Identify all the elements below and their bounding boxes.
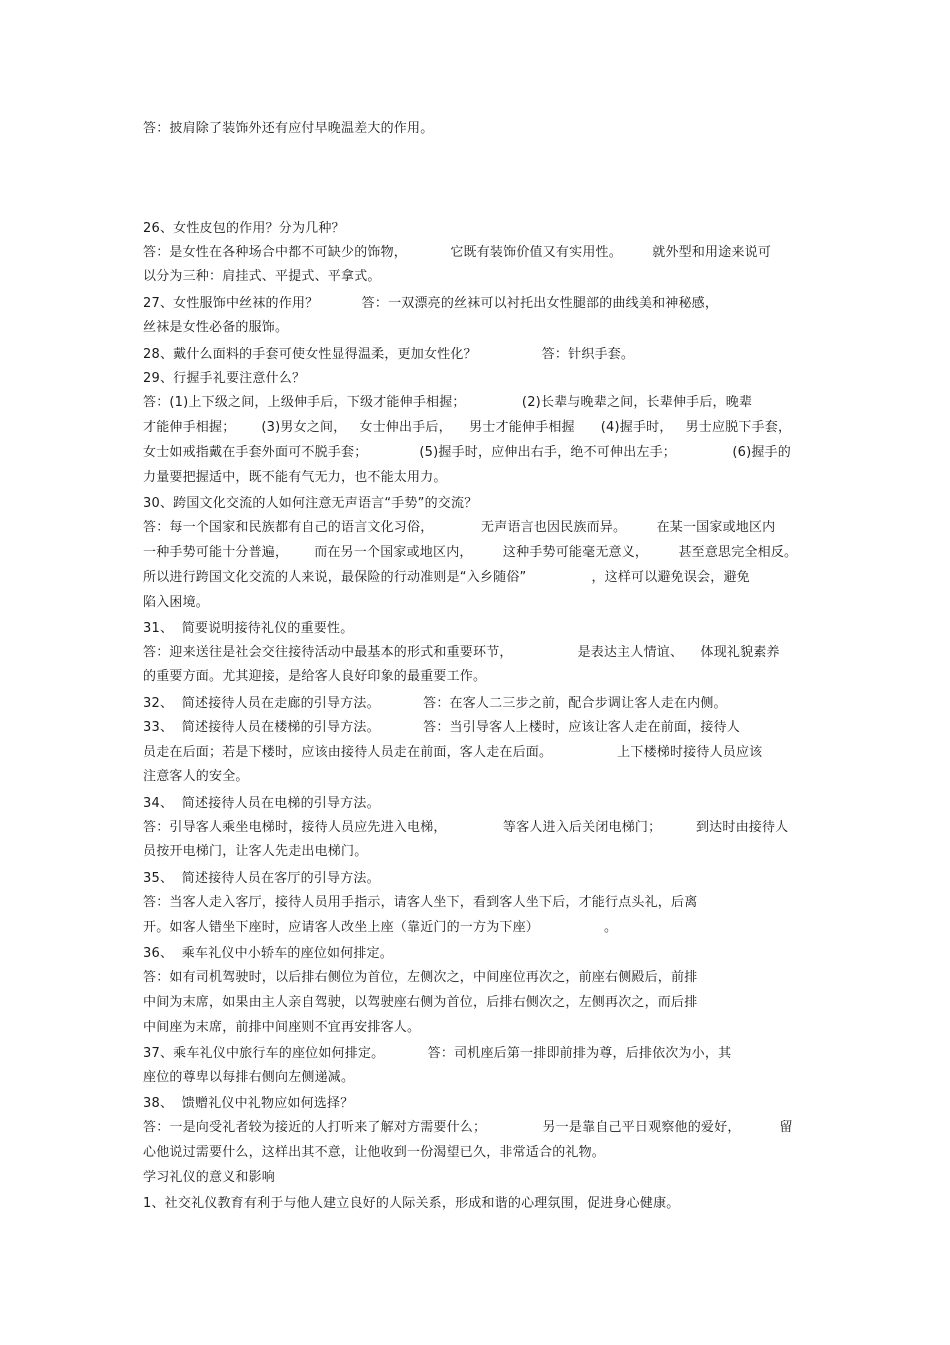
text-line: 注意客人的安全。 bbox=[143, 769, 249, 784]
text-line: 答：是女性在各种场合中都不可缺少的饰物， 它既有装饰价值又有实用性。 就外型和用途来说可 bbox=[143, 245, 772, 260]
text-line: 员走在后面；若是下楼时，应该由接待人员走在前面，客人走在后面。 上下楼梯时接待人员应该 bbox=[143, 745, 763, 760]
section-heading: 学习礼仪的意义和影响 bbox=[143, 1170, 276, 1185]
question-37: 37、乘车礼仪中旅行车的座位如何排定。 答：司机座后第一排即前排为尊，后排依次为小，其 bbox=[143, 1046, 732, 1061]
question-26: 26、女性皮包的作用？分为几种？ bbox=[143, 221, 345, 236]
question-33: 33、 简述接待人员在楼梯的引导方法。 答：当引导客人上楼时，应该让客人走在前面，接待人 bbox=[143, 720, 740, 735]
text-line: 力量要把握适中，既不能有气无力，也不能太用力。 bbox=[143, 470, 447, 485]
question-32: 32、 简述接待人员在走廊的引导方法。 答：在客人二三步之前，配合步调让客人走在内侧。 bbox=[143, 696, 727, 711]
text-line: 丝袜是女性必备的服饰。 bbox=[143, 320, 289, 335]
text-line: 所以进行跨国文化交流的人来说，最保险的行动准则是“入乡随俗” ，这样可以避免误会，避免 bbox=[143, 570, 750, 585]
text-line: 开。如客人错坐下座时，应请客人改坐上座（靠近门的一方为下座） 。 bbox=[143, 920, 618, 935]
question-30: 30、跨国文化交流的人如何注意无声语言“手势”的交流？ bbox=[143, 496, 478, 511]
text-line: 答：(1)上下级之间，上级伸手后，下级才能伸手相握； (2)长辈与晚辈之间，长辈伸手后，晚辈 bbox=[143, 395, 753, 410]
text-line: 答：披肩除了装饰外还有应付早晚温差大的作用。 bbox=[143, 121, 434, 136]
text-line: 答：如有司机驾驶时，以后排右侧位为首位，左侧次之，中间座位再次之，前座右侧殿后，前排 bbox=[143, 970, 698, 985]
text-line: 1、社交礼仪教育有利于与他人建立良好的人际关系，形成和谐的心理氛围，促进身心健康。 bbox=[143, 1196, 680, 1211]
question-29: 29、行握手礼要注意什么？ bbox=[143, 371, 306, 386]
text-line: 女士如戒指戴在手套外面可不脱手套； (5)握手时，应伸出右手，绝不可伸出左手； (6)握手的 bbox=[143, 445, 791, 460]
question-34: 34、 简述接待人员在电梯的引导方法。 bbox=[143, 796, 380, 811]
question-36: 36、 乘车礼仪中小轿车的座位如何排定。 bbox=[143, 946, 394, 961]
text-line: 心他说过需要什么，这样出其不意，让他收到一份渴望已久，非常适合的礼物。 bbox=[143, 1145, 606, 1160]
text-line: 的重要方面。尤其迎接，是给客人良好印象的最重要工作。 bbox=[143, 669, 487, 684]
text-line: 中间座为末席，前排中间座则不宜再安排客人。 bbox=[143, 1020, 421, 1035]
text-line: 答：一是向受礼者较为接近的人打听来了解对方需要什么； 另一是靠自己平日观察他的爱好， 留 bbox=[143, 1120, 793, 1135]
question-35: 35、 简述接待人员在客厅的引导方法。 bbox=[143, 871, 380, 886]
text-line: 一种手势可能十分普遍， 而在另一个国家或地区内， 这种手势可能毫无意义， 甚至意思完全相反。 bbox=[143, 545, 798, 560]
question-31: 31、 简要说明接待礼仪的重要性。 bbox=[143, 621, 354, 636]
text-line: 中间为末席，如果由主人亲自驾驶，以驾驶座右侧为首位，后排右侧次之，左侧再次之，而后排 bbox=[143, 995, 698, 1010]
text-line: 答：每一个国家和民族都有自己的语言文化习俗， 无声语言也因民族而异。 在某一国家或地区内 bbox=[143, 520, 776, 535]
text-line: 答：迎来送往是社会交往接待活动中最基本的形式和重要环节， 是表达主人情谊、 体现礼貌素养 bbox=[143, 645, 780, 660]
text-line: 陷入困境。 bbox=[143, 595, 210, 610]
text-line: 以分为三种：肩挂式、平提式、平拿式。 bbox=[143, 269, 381, 284]
question-27: 27、女性服饰中丝袜的作用？ 答：一双漂亮的丝袜可以衬托出女性腿部的曲线美和神秘感， bbox=[143, 296, 719, 311]
text-line: 员按开电梯门，让客人先走出电梯门。 bbox=[143, 844, 368, 859]
question-28: 28、戴什么面料的手套可使女性显得温柔，更加女性化？ 答：针织手套。 bbox=[143, 347, 635, 362]
text-line: 答：引导客人乘坐电梯时，接待人员应先进入电梯， 等客人进入后关闭电梯门； 到达时由接待人 bbox=[143, 820, 789, 835]
text-line: 答：当客人走入客厅，接待人员用手指示，请客人坐下，看到客人坐下后，才能行点头礼，后离 bbox=[143, 895, 698, 910]
question-38: 38、 馈赠礼仪中礼物应如何选择？ bbox=[143, 1096, 354, 1111]
text-line: 才能伸手相握； (3)男女之间， 女士伸出手后， 男士才能伸手相握 (4)握手时， 男士应脱下手套， bbox=[143, 420, 792, 435]
text-line: 座位的尊卑以每排右侧向左侧递减。 bbox=[143, 1070, 355, 1085]
